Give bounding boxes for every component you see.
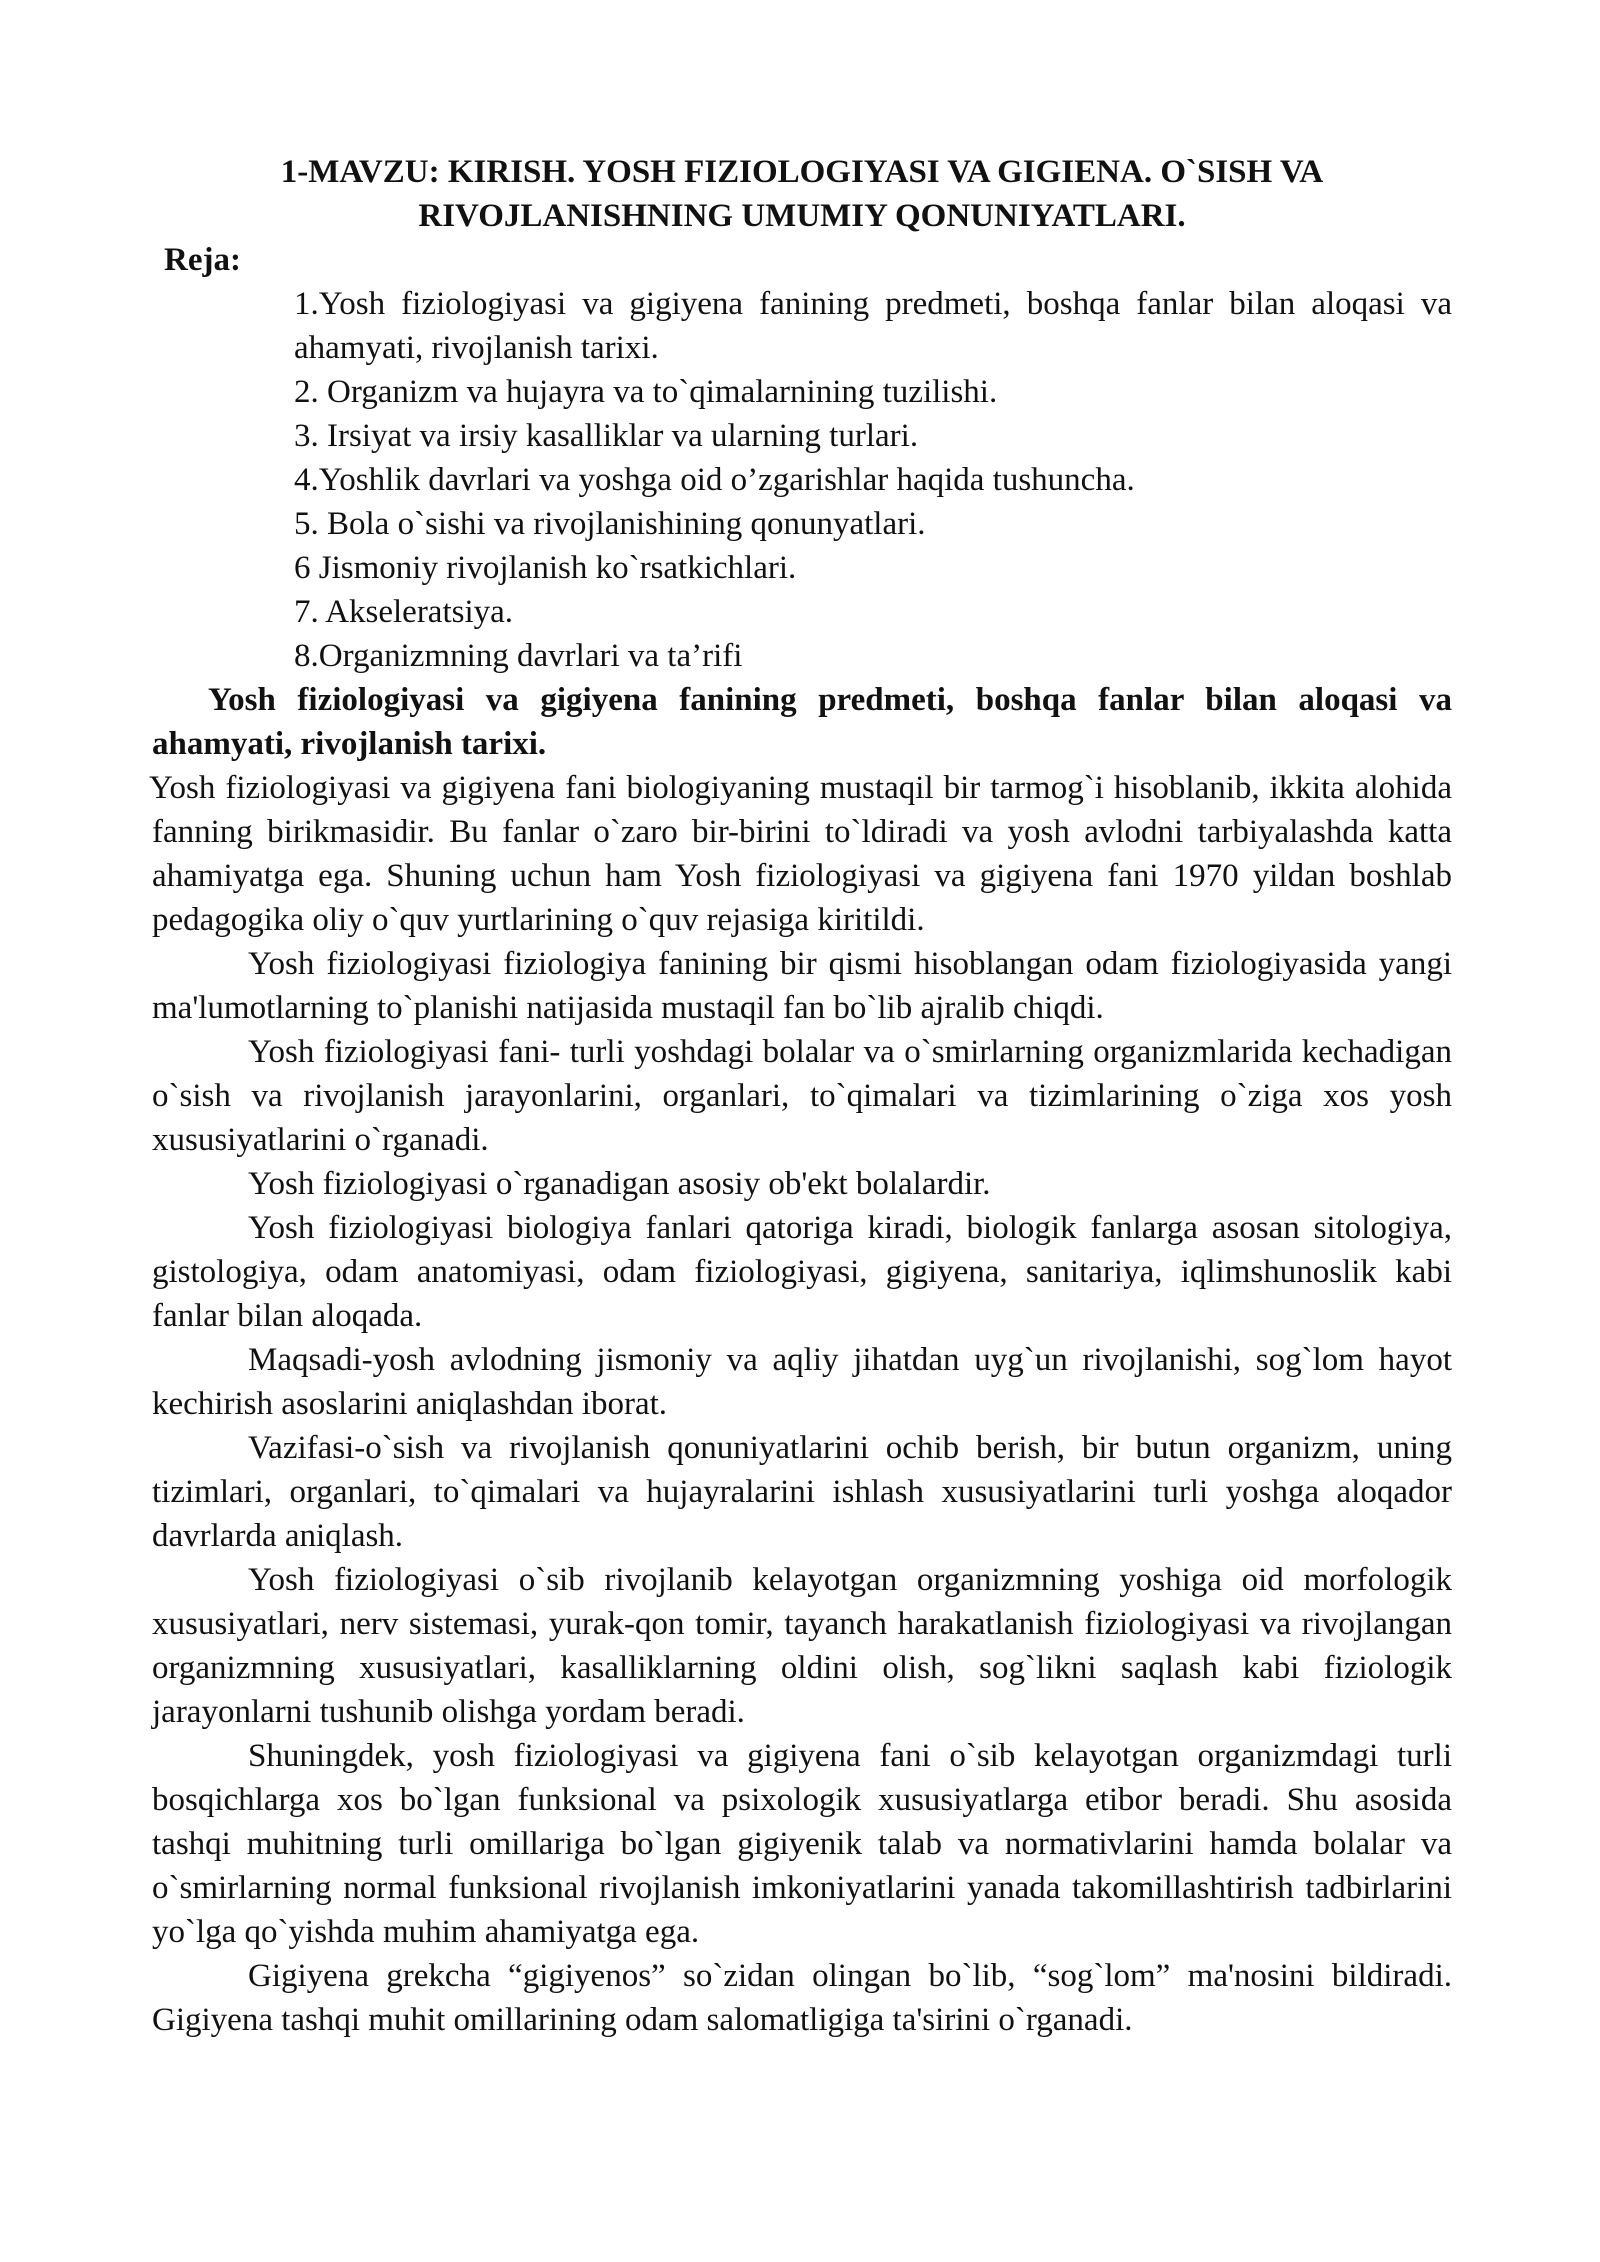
body-paragraph: Yosh fiziologiyasi va gigiyena fani biologiyaning mustaqil bir tarmog`i hisoblanib, ikkita alohida fanning birikmasidir. Bu fanlar o`zaro bir-birini to`ldiradi va yosh avlodni tarbiyalashda katta ahamiyatga ega. Shuning uchun ham Yosh fiziologiyasi va gigiyena fani 1970 yildan boshlab pedagogika oliy o`quv yurtlarining o`quv rejasiga kiritildi. (149, 770, 1452, 938)
body-paragraph: Yosh fiziologiyasi o`sib rivojlanib kelayotgan organizmning yoshiga oid morfologik xususiyatlari, nerv sistemasi, yurak-qon tomir, tayanch harakatlanish fiziologiyasi va rivojlangan organizmning xususiyatlari, kasalliklarning oldini olish, sog`likni saqlash kabi fiziologik jarayonlarni tushunib olishga yordam beradi. (152, 1562, 1452, 1730)
plan-item: 2. Organizm va hujayra va to`qimalarnining tuzilishi. (294, 374, 998, 410)
plan-item: 3. Irsiyat va irsiy kasalliklar va ularning turlari. (294, 418, 919, 454)
plan-item: 1.Yosh fiziologiyasi va gigiyena fanining predmeti, boshqa fanlar bilan aloqasi va ahamyati, rivojlanish tarixi. (294, 286, 1452, 366)
plan-item: 6 Jismoniy rivojlanish ko`rsatkichlari. (294, 550, 797, 586)
body-paragraph: Yosh fiziologiyasi biologiya fanlari qatoriga kiradi, biologik fanlarga asosan sitologiya, gistologiya, odam anatomiyasi, odam fiziologiyasi, gigiyena, sanitariya, iqlimshunoslik kabi fanlar bilan aloqada. (152, 1210, 1452, 1334)
body-paragraph: Yosh fiziologiyasi o`rganadigan asosiy ob'ekt bolalardir. (248, 1166, 991, 1202)
body-paragraph: Yosh fiziologiyasi fani- turli yoshdagi bolalar va o`smirlarning organizmlarida kechadigan o`sish va rivojlanish jarayonlarini, organlari, to`qimalari va tizimlarining o`ziga xos yosh xususiyatlarini o`rganadi. (152, 1034, 1452, 1158)
plan-item: 8.Organizmning davrlari va ta’rifi (294, 638, 743, 674)
section-heading: Yosh fiziologiyasi va gigiyena fanining predmeti, boshqa fanlar bilan aloqasi va ahamyati, rivojlanish tarixi. (152, 682, 1452, 762)
body-paragraph: Yosh fiziologiyasi fiziologiya fanining bir qismi hisoblangan odam fiziologiyasida yangi ma'lumotlarning to`planishi natijasida mustaqil fan bo`lib ajralib chiqdi. (152, 946, 1452, 1026)
body-paragraph: Vazifasi-o`sish va rivojlanish qonuniyatlarini ochib berish, bir butun organizm, uning tizimlari, organlari, to`qimalari va hujayralarini ishlash xususiyatlarini turli yoshga aloqador davrlarda aniqlash. (152, 1430, 1452, 1554)
body-paragraph: Gigiyena grekcha “gigiyenos” so`zidan olingan bo`lib, “sog`lom” ma'nosini bildiradi. Gigiyena tashqi muhit omillarining odam salomatligiga ta'sirini o`rganadi. (152, 1958, 1452, 2038)
plan-item: 7. Akseleratsiya. (294, 594, 514, 630)
plan-item: 5. Bola o`sishi va rivojlanishining qonunyatlari. (294, 506, 926, 542)
plan-list (152, 282, 1452, 678)
document-content (149, 150, 1452, 2042)
document-title: 1-MAVZU: KIRISH. YOSH FIZIOLOGIYASI VA GIGIENA. O`SISH VA RIVOJLANISHNING UMUMIY QONUNIYATLARI. (280, 154, 1324, 234)
body-paragraph: Maqsadi-yosh avlodning jismoniy va aqliy jihatdan uyg`un rivojlanishi, sog`lom hayot kechirish asoslarini aniqlashdan iborat. (152, 1342, 1452, 1422)
body-paragraph: Shuningdek, yosh fiziologiyasi va gigiyena fani o`sib kelayotgan organizmdagi turli bosqichlarga xos bo`lgan funksional va psixologik xususiyatlarga etibor beradi. Shu asosida tashqi muhitning turli omillariga bo`lgan gigiyenik talab va normativlarini hamda bolalar va o`smirlarning normal funksional rivojlanish imkoniyatlarini yanada takomillashtirish tadbirlarini yo`lga qo`yishda muhim ahamiyatga ega. (152, 1738, 1452, 1950)
plan-label: Reja: (164, 242, 241, 278)
plan-item: 4.Yoshlik davrlari va yoshga oid o’zgarishlar haqida tushuncha. (294, 462, 1135, 498)
